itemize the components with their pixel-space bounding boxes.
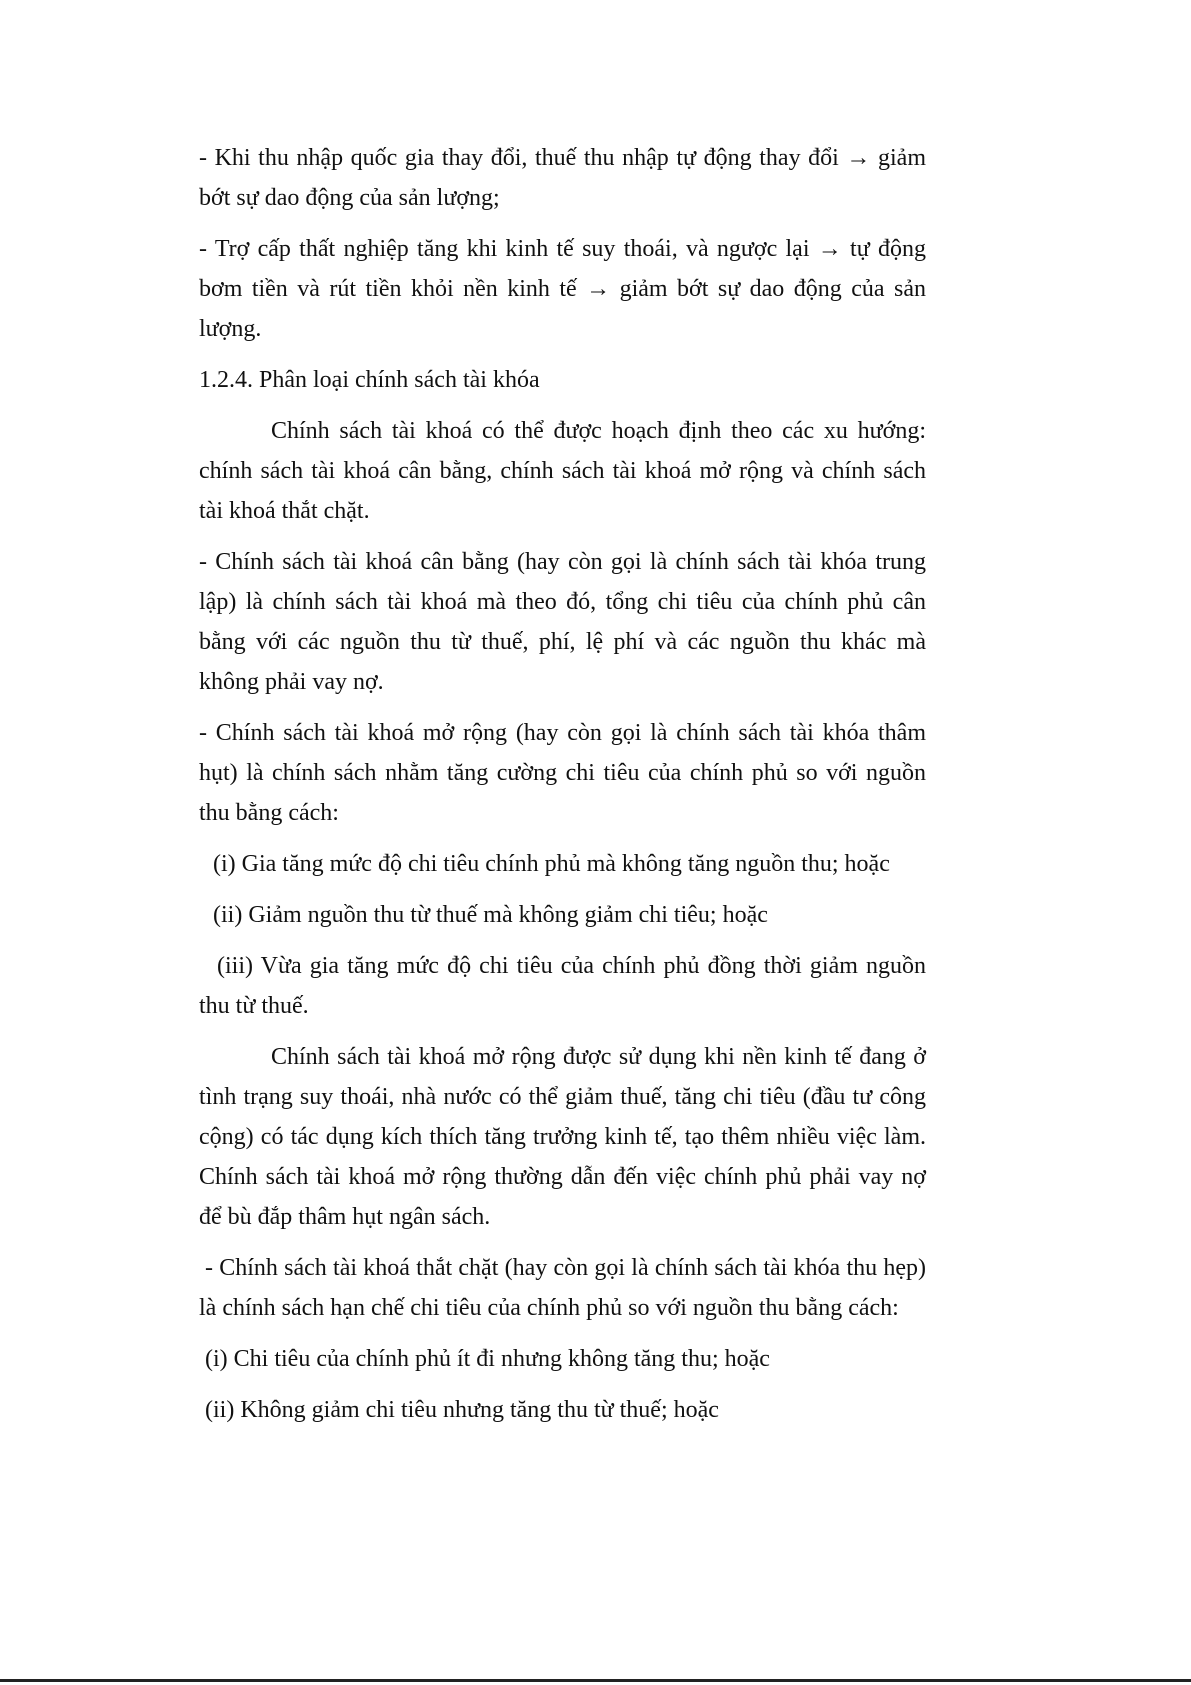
paragraph-expansionary-policy: - Chính sách tài khoá mở rộng (hay còn gọi là chính sách tài khóa thâm hụt) là chính sách nhằm tăng cường chi tiêu của chính phủ so với nguồn thu bằng cách:: [199, 720, 926, 826]
paragraph-contractionary-policy: - Chính sách tài khoá thắt chặt (hay còn gọi là chính sách tài khóa thu hẹp) là chính sách hạn chế chi tiêu của chính phủ so với nguồn thu bằng cách:: [199, 1255, 926, 1321]
paragraph-income-tax: - Khi thu nhập quốc gia thay đổi, thuế thu nhập tự động thay đổi → giảm bớt sự dao động của sản lượng;: [199, 145, 926, 211]
paragraph-balanced-policy: - Chính sách tài khoá cân bằng (hay còn gọi là chính sách tài khóa trung lập) là chính sách tài khoá mà theo đó, tổng chi tiêu của chính phủ cân bằng với các nguồn thu từ thuế, phí, lệ phí và các nguồn thu khác mà không phải vay nợ.: [199, 549, 926, 695]
list-item-expansionary-1: (i) Gia tăng mức độ chi tiêu chính phủ mà không tăng nguồn thu; hoặc: [213, 851, 890, 877]
paragraph-expansionary-usage: Chính sách tài khoá mở rộng được sử dụng khi nền kinh tế đang ở tình trạng suy thoái, nhà nước có thể giảm thuế, tăng chi tiêu (đầu tư công cộng) có tác dụng kích thích tăng trưởng kinh tế, tạo thêm nhiều việc làm. Chính sách tài khoá mở rộng thường dẫn đến việc chính phủ phải vay nợ để bù đắp thâm hụt ngân sách.: [199, 1044, 926, 1230]
list-item-expansionary-2: (ii) Giảm nguồn thu từ thuế mà không giảm chi tiêu; hoặc: [213, 902, 768, 928]
document-page: [199, 138, 926, 1441]
paragraph-policy-trends: Chính sách tài khoá có thể được hoạch định theo các xu hướng: chính sách tài khoá cân bằng, chính sách tài khoá mở rộng và chính sách tài khoá thắt chặt.: [199, 418, 926, 524]
list-item-expansionary-3: (iii) Vừa gia tăng mức độ chi tiêu của chính phủ đồng thời giảm nguồn thu từ thuế.: [199, 953, 926, 1019]
list-item-contractionary-2: (ii) Không giảm chi tiêu nhưng tăng thu từ thuế; hoặc: [205, 1397, 719, 1423]
list-item-contractionary-1: (i) Chi tiêu của chính phủ ít đi nhưng không tăng thu; hoặc: [205, 1346, 770, 1372]
page-bottom-rule: [0, 1679, 1191, 1682]
paragraph-unemployment-benefit: - Trợ cấp thất nghiệp tăng khi kinh tế suy thoái, và ngược lại → tự động bơm tiền và rút tiền khỏi nền kinh tế → giảm bớt sự dao động của sản lượng.: [199, 236, 926, 342]
section-heading: 1.2.4. Phân loại chính sách tài khóa: [199, 367, 540, 393]
